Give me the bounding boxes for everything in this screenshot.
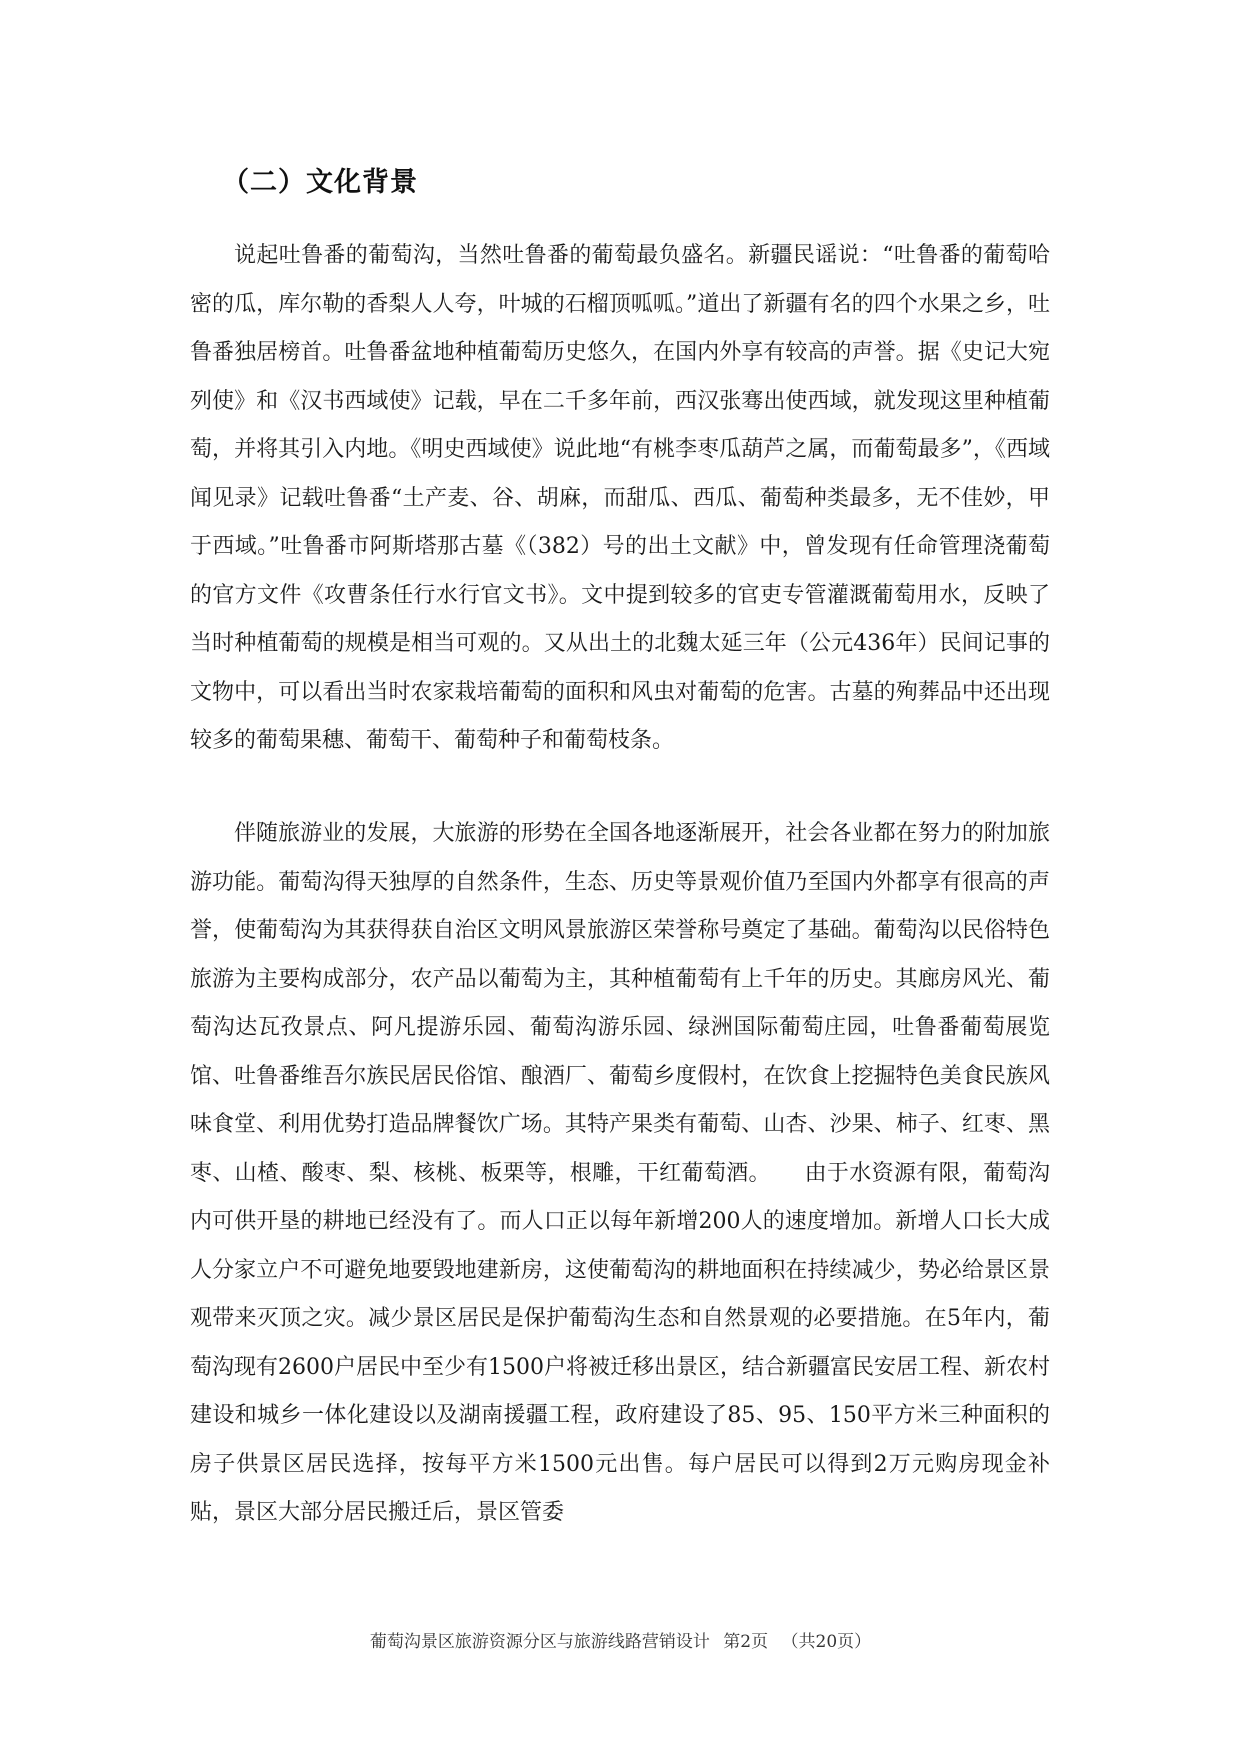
paragraph-text: 伴随旅游业的发展，大旅游的形势在全国各地逐渐展开，社会各业都在努力的附加旅游功能。葡萄沟得天独厚的自然条件，生态、历史等景观价值乃至国内外都享有很高的声誉，使葡萄沟为其获得获自治区文明风景旅游区荣誉称号奠定了基础。葡萄沟以民俗特色旅游为主要构成部分，农产品以葡萄为主，其种植葡萄有上千年的历史。其廊房风光、葡萄沟达瓦孜景点、阿凡提游乐园、葡萄沟游乐园、绿洲国际葡萄庄园，吐鲁番葡萄展览馆、吐鲁番维吾尔族民居民俗馆、酿酒厂、葡萄乡度假村，在饮食上挖掘特色美食民族风味食堂、利用优势打造品牌餐饮广场。其特产果类有葡萄、山杏、沙果、柿子、红枣、黑枣、山楂、酸枣、梨、核桃、板栗等，根雕，干红葡萄酒。 由于水资源有限，葡萄沟内可供开垦的耕地已经没有了。而人口正以每年新增200人的速度增加。新增人口长大成人分家立户不可避免地要毁地建新房，这使葡萄沟的耕地面积在持续减少，势必给景区景观带来灭顶之灾。减少景区居民是保护葡萄沟生态和自然景观的必要措施。在5年内，葡萄沟现有2600户居民中至少有1500户将被迁移出景区，结合新疆富民安居工程、新农村建设和城乡一体化建设以及湖南援疆工程，政府建设了85、95、150平方米三种面积的房子供景区居民选择，按每平方米1500元出售。每户居民可以得到2万元购房现金补贴，景区大部分居民搬迁后，景区管委	[190, 821, 1050, 1525]
footer-title: 葡萄沟景区旅游资源分区与旅游线路营销设计	[369, 1632, 710, 1652]
section-heading: （二）文化背景	[222, 167, 418, 198]
paragraph-tourism-development	[190, 810, 1050, 1538]
paragraph-text: 说起吐鲁番的葡萄沟，当然吐鲁番的葡萄最负盛名。新疆民谣说：“吐鲁番的葡萄哈密的瓜，库尔勒的香梨人人夸，叶城的石榴顶呱呱。”道出了新疆有名的四个水果之乡，吐鲁番独居榜首。吐鲁番盆地种植葡萄历史悠久，在国内外享有较高的声誉。据《史记大宛列使》和《汉书西域使》记载，早在二千多年前，西汉张骞出使西域，就发现这里种植葡萄，并将其引入内地。《明史西域使》说此地“有桃李枣瓜葫芦之属，而葡萄最多”，《西域闻见录》记载吐鲁番“土产麦、谷、胡麻，而甜瓜、西瓜、葡萄种类最多，无不佳妙，甲于西域。”吐鲁番市阿斯塔那古墓《（382）号的出土文献》中，曾发现有任命管理浇葡萄的官方文件《攻曹条任行水行官文书》。文中提到较多的官吏专管灌溉葡萄用水，反映了当时种植葡萄的规模是相当可观的。又从出土的北魏太延三年（公元436年）民间记事的文物中，可以看出当时农家栽培葡萄的面积和风虫对葡萄的危害。古墓的殉葬品中还出现较多的葡萄果穗、葡萄干、葡萄种子和葡萄枝条。	[190, 243, 1050, 753]
page-footer	[0, 1627, 1241, 1652]
paragraph-culture-history	[190, 232, 1050, 766]
footer-page-total: （共20页）	[781, 1632, 872, 1652]
footer-page-number: 第2页	[723, 1632, 769, 1652]
